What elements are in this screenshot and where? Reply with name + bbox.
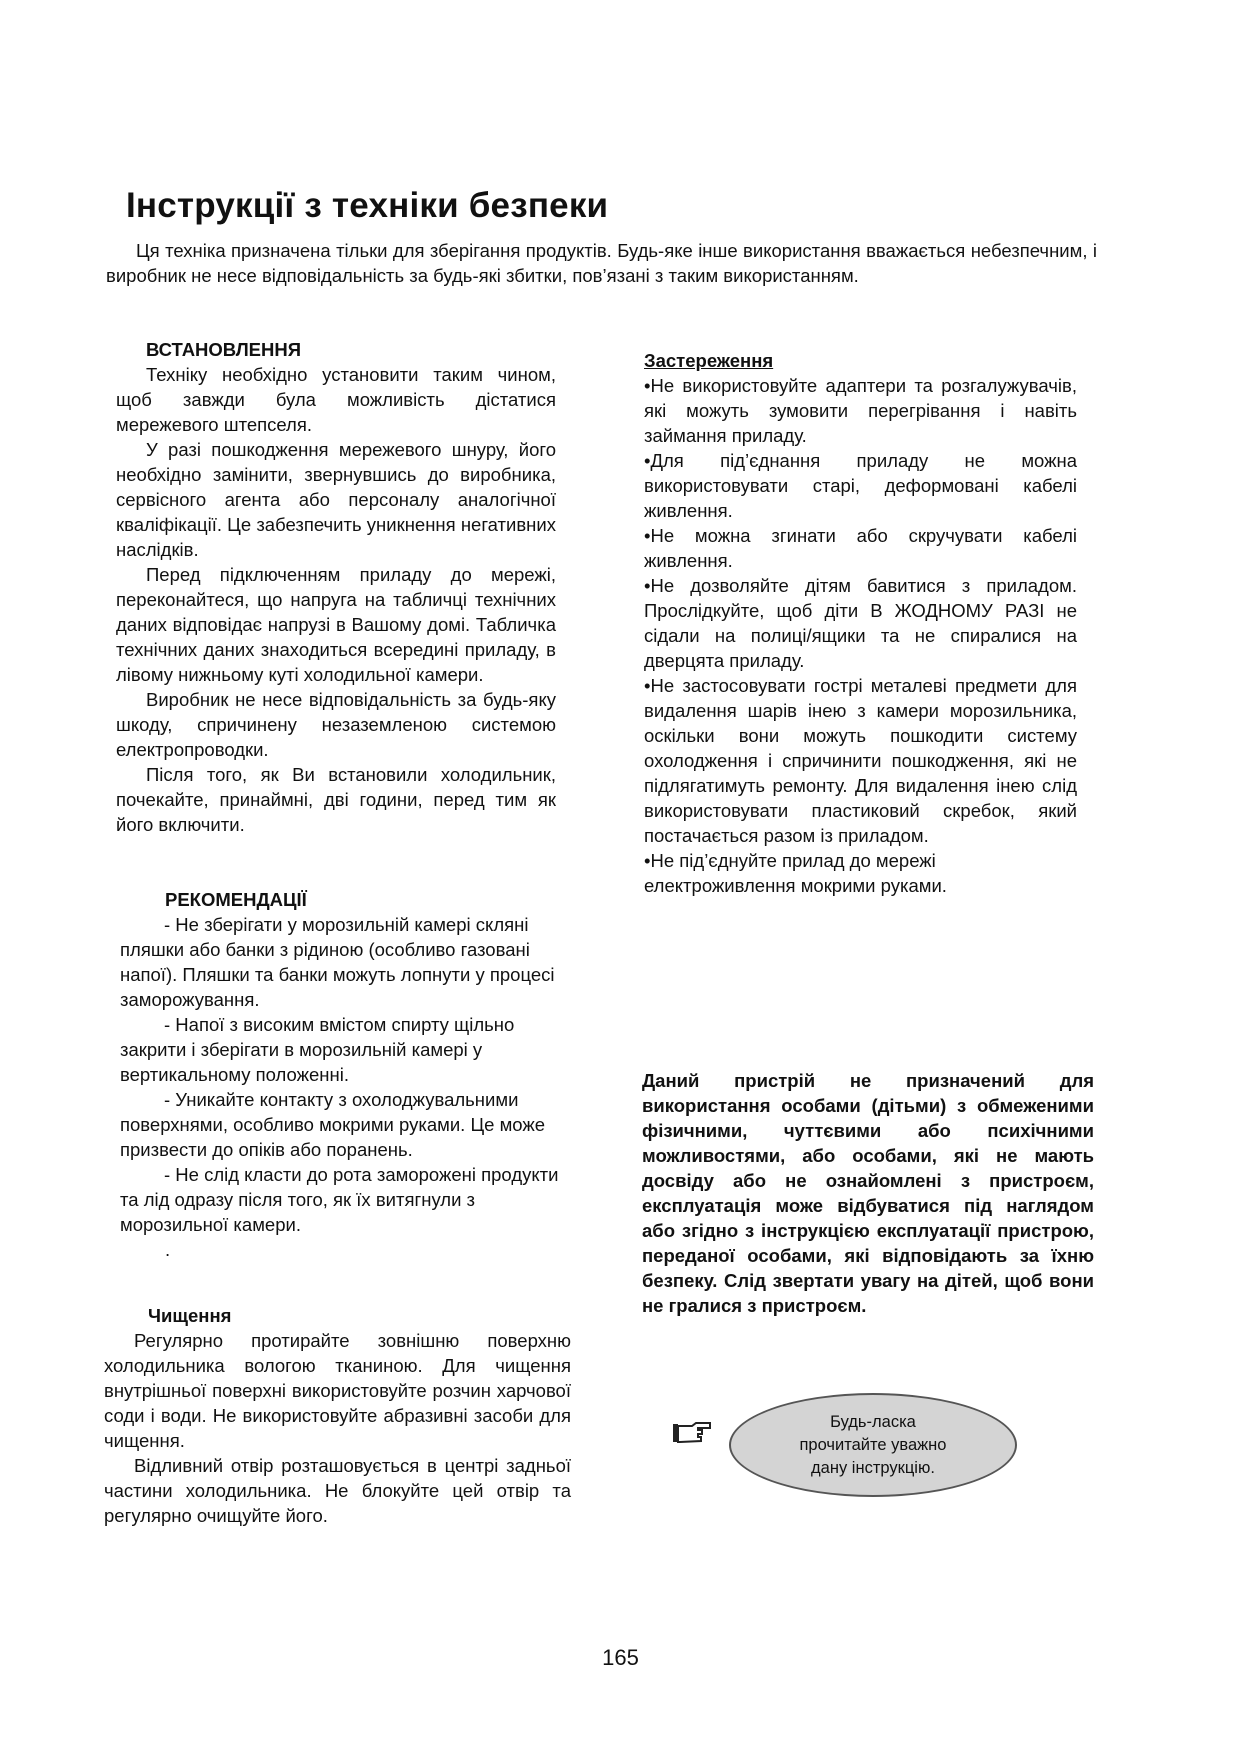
page-title: Інструкції з техніки безпеки [126,186,609,225]
recommendation-item: - Не зберігати у морозильній камері скляні пляшки або банки з рідиною (особливо газовані напої). Пляшки та банки можуть лопнути у процесі заморожування. [120,914,555,1010]
callout-line: прочитайте уважно [799,1435,947,1454]
warning-item: •Не використовуйте адаптери та розгалужувачів, які можуть зумовити перегрівання і навіть займання приладу. [644,375,1077,446]
installation-paragraph: Після того, як Ви встановили холодильник, почекайте, принаймні, дві години, перед тим як його включити. [116,764,556,835]
pointing-hand-icon [672,1420,712,1452]
recommendations-heading: РЕКОМЕНДАЦІЇ [165,889,307,910]
warning-item: •Не можна згинати або скручувати кабелі живлення. [644,525,1077,571]
cleaning-paragraph: Регулярно протирайте зовнішню поверхню холодильника вологою тканиною. Для чищення внутрішньої поверхні використовуйте розчин харчової соди і води. Не використовуйте абразивні засоби для чищення. [104,1330,571,1451]
warning-item: •Не застосовувати гострі металеві предмети для видалення шарів інею з камери морозильника, оскільки вони можуть пошкодити систему охолодження і спричинити пошкодження, які не підлягатимуть ремонту. Для видалення інею слід використовувати пластиковий скребок, який постачається разом із приладом. [644,675,1077,846]
warnings-section [644,348,1077,898]
intro-text: Ця техніка призначена тільки для зберігання продуктів. Будь-яке інше використання вважається небезпечним, і виробник не несе відповідальність за будь-які збитки, пов’язані з таким використанням. [106,240,1097,286]
warning-item: •Не дозволяйте дітям бавитися з приладом. Прослідкуйте, щоб діти В ЖОДНОМУ РАЗІ не сідали на полиці/ящики та не спиралися на дверцята приладу. [644,575,1077,671]
page-number: 165 [602,1645,639,1670]
installation-paragraph: Перед підключенням приладу до мережі, переконайтеся, що напруга на табличці технічних даних відповідає напрузі в Вашому домі. Табличка технічних даних знаходиться всередині приладу, в лівому нижньому куті холодильної камери. [116,564,556,685]
intro-paragraph [106,238,1097,288]
read-instructions-callout [729,1393,1017,1497]
callout-line: дану інструкцію. [811,1458,935,1477]
recommendations-section [120,887,570,1262]
callout-line: Будь-ласка [830,1412,916,1431]
recommendations-trailing-dot: . [165,1239,171,1260]
installation-paragraph: Виробник не несе відповідальність за будь-яку шкоду, спричинену незаземленою системою електропроводки. [116,689,556,760]
warnings-heading: Застереження [644,350,774,371]
cleaning-section [104,1303,571,1528]
warning-item: •Для під’єднання приладу не можна використовувати старі, деформовані кабелі живлення. [644,450,1077,521]
recommendation-item: - Уникайте контакту з охолоджувальними поверхнями, особливо мокрими руками. Це може призвести до опіків або поранень. [120,1089,546,1160]
recommendation-item: - Не слід класти до рота заморожені продукти та лід одразу після того, як їх витягнули з морозильної камери. [120,1164,559,1235]
installation-paragraph: Техніку необхідно установити таким чином, щоб завжди була можливість дістатися мережевого штепселя. [116,364,556,435]
warning-item: •Не під’єднуйте прилад до мережі електроживлення мокрими руками. [644,850,947,896]
cleaning-paragraph: Відливний отвір розташовується в центрі задньої частини холодильника. Не блокуйте цей отвір та регулярно очищуйте його. [104,1455,571,1526]
recommendation-item: - Напої з високим вмістом спирту щільно закрити і зберігати в морозильній камері у вертикальному положенні. [120,1014,515,1085]
notice-paragraph: Даний пристрій не призначений для використання особами (дітьми) з обмеженими фізичними, чуттєвими або психічними можливостями, або особами, які не мають досвіду або не ознайомлені з пристроєм, експлуатація може відбуватися під наглядом або згідно з інструкцією експлуатації пристрою, переданої особами, які відповідають за їхню безпеку. Слід звертати увагу на дітей, щоб вони не гралися з пристроєм. [642,1070,1094,1316]
installation-section [116,337,556,837]
installation-heading: ВСТАНОВЛЕННЯ [146,339,302,360]
installation-paragraph: У разі пошкодження мережевого шнуру, його необхідно замінити, звернувшись до виробника, сервісного агента або персоналу аналогічної кваліфікації. Це забезпечить уникнення негативних наслідків. [116,439,556,560]
cleaning-heading: Чищення [148,1305,232,1326]
